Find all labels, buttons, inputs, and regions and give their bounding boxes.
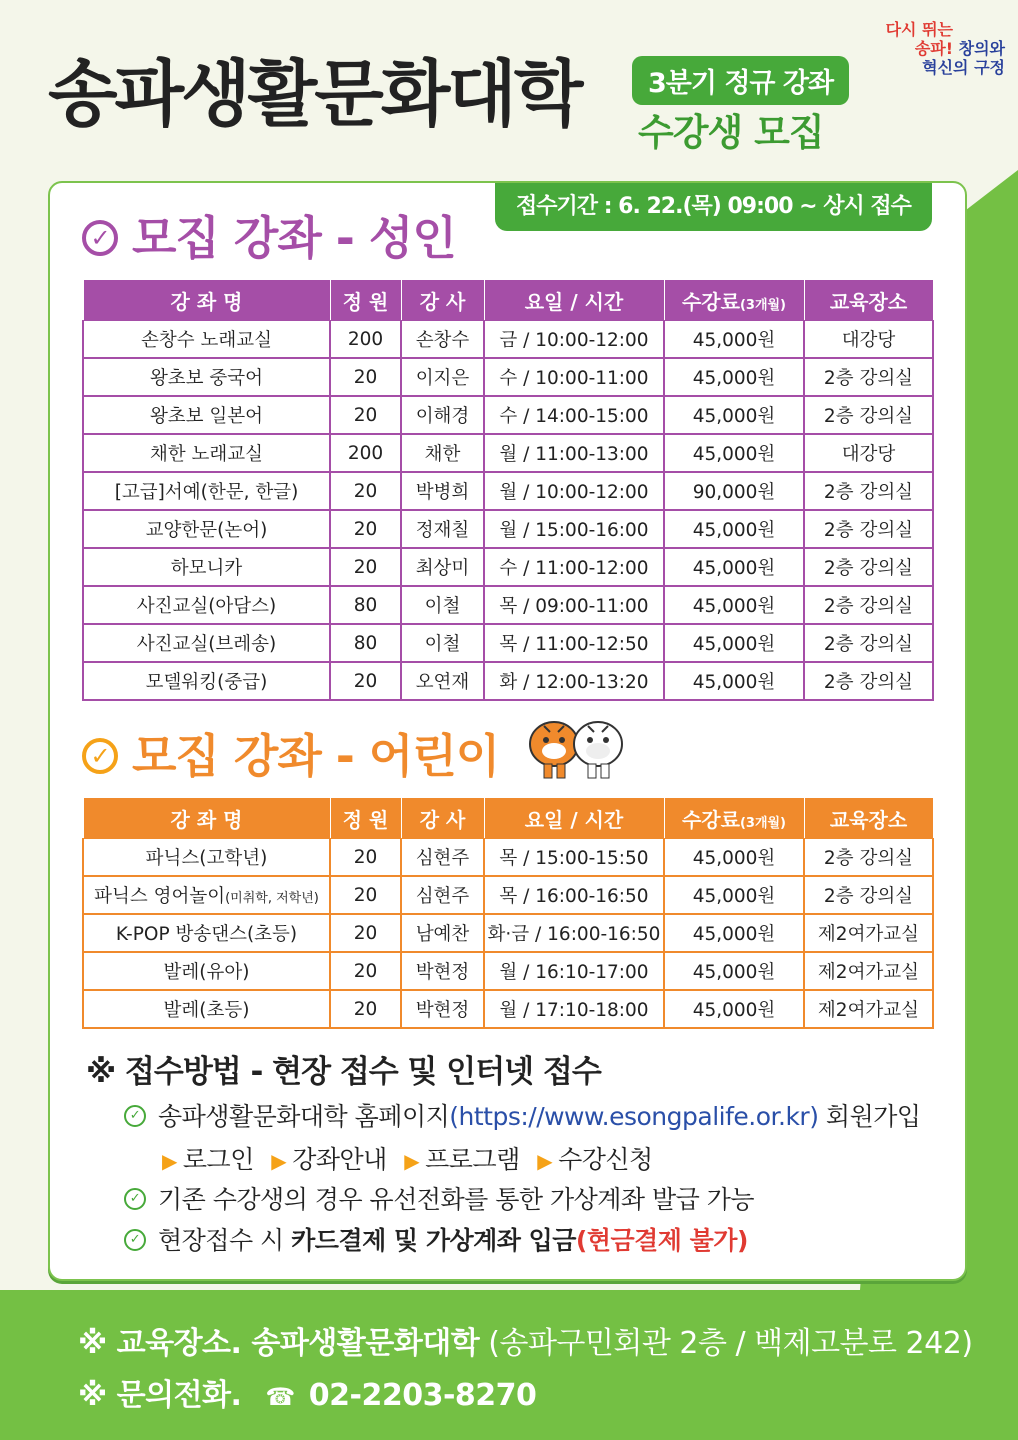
table-header-row <box>83 798 933 839</box>
cell-capacity: 20 <box>330 990 401 1028</box>
cell-course: 사진교실(아담스) <box>83 586 330 624</box>
cell-fee: 45,000원 <box>664 952 804 990</box>
table-row <box>83 586 933 624</box>
check-circle-icon: ✓ <box>82 220 118 256</box>
cell-location: 2층 강의실 <box>804 624 933 662</box>
cell-capacity: 20 <box>330 510 401 548</box>
triangle-arrow-icon: ▶ <box>404 1149 420 1173</box>
cell-fee: 45,000원 <box>664 662 804 700</box>
cell-capacity: 20 <box>330 548 401 586</box>
note-onsite-payment: ✓ 현장접수 시 카드결제 및 가상계좌 입금(현금결제 불가) <box>124 1221 748 1257</box>
cell-fee: 45,000원 <box>664 510 804 548</box>
cell-course: 파닉스(고학년) <box>83 839 330 877</box>
cell-fee: 45,000원 <box>664 586 804 624</box>
cell-schedule: 화 / 12:00-13:20 <box>484 662 664 700</box>
cell-capacity: 80 <box>330 624 401 662</box>
cell-fee: 45,000원 <box>664 396 804 434</box>
phone-icon: ☎ <box>265 1383 295 1411</box>
cell-location: 2층 강의실 <box>804 839 933 877</box>
cell-instructor: 박현정 <box>401 952 484 990</box>
cell-location: 대강당 <box>804 434 933 472</box>
cell-fee: 45,000원 <box>664 839 804 877</box>
col-fee: 수강료(3개월) <box>664 798 804 839</box>
cell-instructor: 이철 <box>401 624 484 662</box>
table-row <box>83 510 933 548</box>
cell-course: 왕초보 중국어 <box>83 358 330 396</box>
slogan-logo: 다시 뛰는 송파! 창의와 혁신의 구정 <box>885 20 1005 78</box>
cell-capacity: 20 <box>330 952 401 990</box>
cell-course: 사진교실(브레송) <box>83 624 330 662</box>
cell-fee: 45,000원 <box>664 434 804 472</box>
cell-instructor: 이지은 <box>401 358 484 396</box>
cell-capacity: 20 <box>330 358 401 396</box>
cell-schedule: 금 / 10:00-12:00 <box>484 321 664 359</box>
cell-schedule: 수 / 11:00-12:00 <box>484 548 664 586</box>
cell-instructor: 이해경 <box>401 396 484 434</box>
cell-schedule: 목 / 15:00-15:50 <box>484 839 664 877</box>
cell-location: 2층 강의실 <box>804 662 933 700</box>
kids-course-table <box>82 798 934 1029</box>
cell-capacity: 20 <box>330 662 401 700</box>
cell-location: 대강당 <box>804 321 933 359</box>
cell-location: 제2여가교실 <box>804 952 933 990</box>
cell-course: 모델워킹(중급) <box>83 662 330 700</box>
col-location: 교육장소 <box>804 798 933 839</box>
check-circle-icon: ✓ <box>124 1188 146 1210</box>
cell-capacity: 20 <box>330 876 401 914</box>
cell-location: 2층 강의실 <box>804 548 933 586</box>
cell-schedule: 월 / 10:00-12:00 <box>484 472 664 510</box>
application-method-title: ※ 접수방법 - 현장 접수 및 인터넷 접수 <box>86 1054 601 1090</box>
cell-capacity: 200 <box>330 321 401 359</box>
cell-course: 왕초보 일본어 <box>83 396 330 434</box>
recruit-label: 수강생 모집 <box>638 111 824 154</box>
cell-fee: 45,000원 <box>664 624 804 662</box>
cell-capacity: 80 <box>330 586 401 624</box>
triangle-arrow-icon: ▶ <box>162 1149 177 1173</box>
cell-schedule: 월 / 16:10-17:00 <box>484 952 664 990</box>
footer-phone: ※ 문의전화. ☎ 02-2203-8270 <box>78 1378 537 1413</box>
cell-instructor: 박현정 <box>401 990 484 1028</box>
col-capacity: 정 원 <box>330 798 401 839</box>
table-header-row <box>83 280 933 321</box>
cell-course: 채한 노래교실 <box>83 434 330 472</box>
adult-course-table <box>82 280 934 701</box>
table-row <box>83 396 933 434</box>
table-row <box>83 472 933 510</box>
cell-instructor: 박병희 <box>401 472 484 510</box>
cell-fee: 45,000원 <box>664 876 804 914</box>
cell-schedule: 목 / 11:00-12:50 <box>484 624 664 662</box>
table-row <box>83 358 933 396</box>
cell-capacity: 20 <box>330 472 401 510</box>
col-course: 강 좌 명 <box>83 798 330 839</box>
cell-schedule: 월 / 11:00-13:00 <box>484 434 664 472</box>
cell-schedule: 수 / 14:00-15:00 <box>484 396 664 434</box>
cell-schedule: 목 / 09:00-11:00 <box>484 586 664 624</box>
table-row <box>83 624 933 662</box>
cell-course: [고급]서예(한문, 한글) <box>83 472 330 510</box>
triangle-arrow-icon: ▶ <box>537 1149 553 1173</box>
cell-course: 파닉스 영어놀이(미취학, 저학년) <box>83 876 330 914</box>
cell-location: 제2여가교실 <box>804 914 933 952</box>
registration-steps: ▶ 로그인 ▶ 강좌안내 ▶ 프로그램 ▶ 수강신청 <box>162 1145 653 1174</box>
cell-instructor: 최상미 <box>401 548 484 586</box>
col-location: 교육장소 <box>804 280 933 321</box>
cell-location: 2층 강의실 <box>804 876 933 914</box>
cell-fee: 45,000원 <box>664 914 804 952</box>
table-row <box>83 548 933 586</box>
cell-schedule: 월 / 17:10-18:00 <box>484 990 664 1028</box>
table-row <box>83 662 933 700</box>
table-row <box>83 990 933 1028</box>
triangle-arrow-icon: ▶ <box>271 1149 287 1173</box>
col-schedule: 요일 / 시간 <box>484 798 664 839</box>
cell-location: 2층 강의실 <box>804 472 933 510</box>
col-fee: 수강료(3개월) <box>664 280 804 321</box>
note-homepage: ✓ 송파생활문화대학 홈페이지(https://www.esongpalife.or.kr) 회원가입 <box>124 1097 921 1133</box>
col-instructor: 강 사 <box>401 798 484 839</box>
footer-location: ※ 교육장소. 송파생활문화대학 (송파구민회관 2층 / 백제고분로 242) <box>78 1326 973 1361</box>
table-row <box>83 952 933 990</box>
col-capacity: 정 원 <box>330 280 401 321</box>
cell-course: 발레(유아) <box>83 952 330 990</box>
homepage-link[interactable]: (https://www.esongpalife.or.kr) <box>449 1102 819 1131</box>
table-row <box>83 914 933 952</box>
cell-schedule: 수 / 10:00-11:00 <box>484 358 664 396</box>
cell-course: 하모니카 <box>83 548 330 586</box>
cell-capacity: 20 <box>330 396 401 434</box>
cell-instructor: 이철 <box>401 586 484 624</box>
application-period: 접수기간 : 6. 22.(목) 09:00 ~ 상시 접수 <box>495 183 932 231</box>
cell-schedule: 월 / 15:00-16:00 <box>484 510 664 548</box>
cell-instructor: 정재칠 <box>401 510 484 548</box>
kids-section-title: ✓ 모집 강좌 - 어린이 <box>82 720 499 786</box>
col-schedule: 요일 / 시간 <box>484 280 664 321</box>
phone-number: 02-2203-8270 <box>308 1378 537 1413</box>
check-circle-icon: ✓ <box>124 1105 146 1127</box>
cell-instructor: 손창수 <box>401 321 484 359</box>
page-title: 송파생활문화대학 <box>48 52 581 136</box>
cell-capacity: 200 <box>330 434 401 472</box>
cell-location: 2층 강의실 <box>804 358 933 396</box>
cell-course: K-POP 방송댄스(초등) <box>83 914 330 952</box>
cell-location: 2층 강의실 <box>804 586 933 624</box>
table-row <box>83 876 933 914</box>
table-row <box>83 321 933 359</box>
cell-capacity: 20 <box>330 839 401 877</box>
cell-fee: 45,000원 <box>664 358 804 396</box>
cell-instructor: 남예찬 <box>401 914 484 952</box>
quarter-badge: 3분기 정규 강좌 <box>632 56 849 105</box>
cell-location: 2층 강의실 <box>804 510 933 548</box>
table-row <box>83 839 933 877</box>
cell-course: 발레(초등) <box>83 990 330 1028</box>
cell-schedule: 목 / 16:00-16:50 <box>484 876 664 914</box>
cell-instructor: 채한 <box>401 434 484 472</box>
cell-instructor: 심현주 <box>401 839 484 877</box>
cell-course: 교양한문(논어) <box>83 510 330 548</box>
note-existing-students: ✓ 기존 수강생의 경우 유선전화를 통한 가상계좌 발급 가능 <box>124 1180 754 1216</box>
cell-location: 제2여가교실 <box>804 990 933 1028</box>
cell-capacity: 20 <box>330 914 401 952</box>
col-course: 강 좌 명 <box>83 280 330 321</box>
table-row <box>83 434 933 472</box>
col-instructor: 강 사 <box>401 280 484 321</box>
cell-instructor: 심현주 <box>401 876 484 914</box>
cell-fee: 45,000원 <box>664 548 804 586</box>
cell-course: 손창수 노래교실 <box>83 321 330 359</box>
cell-instructor: 오연재 <box>401 662 484 700</box>
check-circle-icon: ✓ <box>124 1229 146 1251</box>
cell-schedule: 화·금 / 16:00-16:50 <box>484 914 664 952</box>
adult-section-title: ✓ 모집 강좌 - 성인 <box>82 202 456 268</box>
cell-fee: 45,000원 <box>664 990 804 1028</box>
cell-location: 2층 강의실 <box>804 396 933 434</box>
tiger-mascot <box>524 714 628 780</box>
cell-fee: 90,000원 <box>664 472 804 510</box>
check-circle-icon: ✓ <box>82 738 118 774</box>
cell-fee: 45,000원 <box>664 321 804 359</box>
